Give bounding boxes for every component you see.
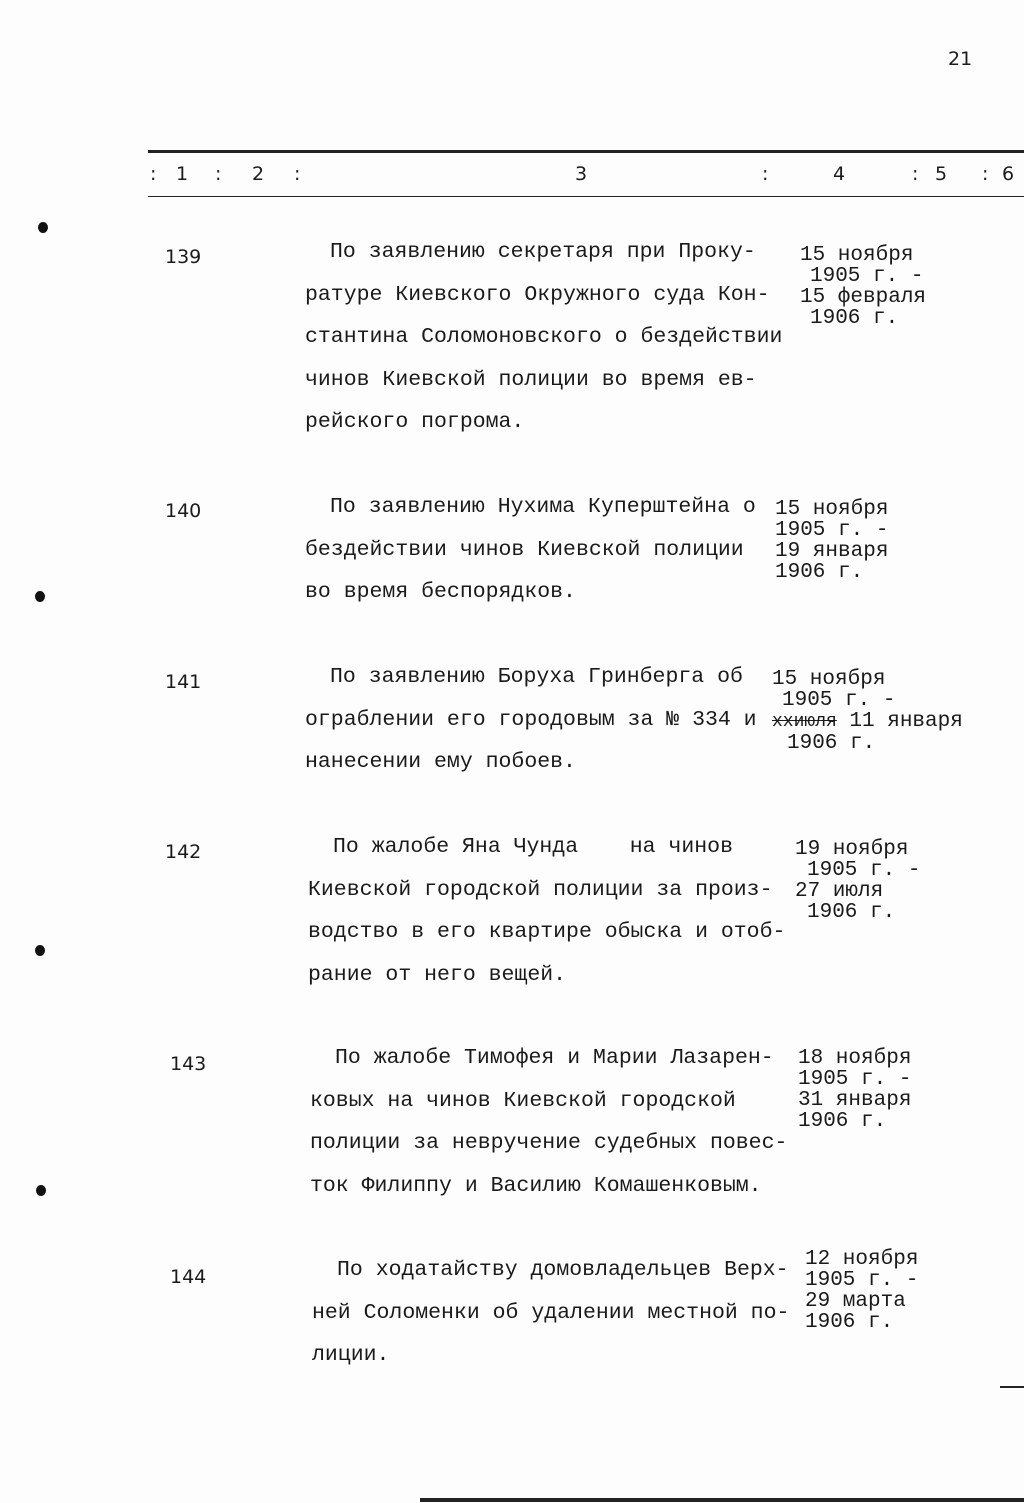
- date-line: 1906 г.: [810, 307, 899, 330]
- text-line: во время беспорядков.: [305, 580, 576, 604]
- entry-number: 141: [165, 671, 202, 693]
- date-line: 1906 г.: [805, 1311, 894, 1334]
- text-line: ковых на чинов Киевской городской: [310, 1088, 736, 1113]
- entry-dates: [772, 669, 963, 754]
- text-line: полиции за невручение судебных повес-: [310, 1131, 788, 1155]
- text-line: ней Соломенки об удалении местной по-: [312, 1300, 790, 1325]
- entry-number: 143: [170, 1053, 207, 1075]
- text-line: рание от него вещей.: [308, 962, 567, 987]
- entry-dates: [775, 499, 888, 583]
- date-line: 1905 г. -: [798, 1068, 912, 1091]
- header-col-1: 1: [176, 163, 189, 185]
- date-line: 1905 г. -: [782, 689, 896, 712]
- margin-mark: [1000, 1386, 1024, 1388]
- date-line: 1905 г. -: [810, 265, 924, 288]
- entry-text: [305, 656, 757, 784]
- text-line: чинов Киевской полиции во время ев-: [305, 367, 757, 392]
- header-separator: :: [982, 163, 989, 185]
- header-top-rule: [148, 150, 1024, 153]
- text-line: водство в его квартире обыска и отоб-: [308, 920, 786, 944]
- entry-number: 139: [165, 246, 202, 268]
- text-line: По заявлению Боруха Гринберга об: [330, 665, 743, 689]
- date-line: 31 января: [798, 1089, 912, 1112]
- date-line: 18 ноября: [798, 1047, 912, 1070]
- text-line: По ходатайству домовладельцев Верх-: [337, 1258, 789, 1282]
- punch-hole-mark: [35, 591, 45, 602]
- date-line: 11 января: [849, 710, 963, 733]
- header-col-4: 4: [833, 163, 846, 185]
- date-line: 1906 г.: [787, 732, 876, 755]
- punch-hole-mark: [35, 945, 45, 956]
- date-line: 1906 г.: [775, 561, 864, 584]
- header-separator: :: [215, 163, 222, 185]
- date-line: 29 марта: [805, 1290, 906, 1313]
- text-line: По жалобе Яна Чунда на чинов: [333, 835, 733, 859]
- date-line: 15 февраля: [800, 286, 927, 309]
- entry-text: [305, 231, 782, 444]
- header-separator: :: [294, 163, 301, 185]
- text-line: бездействии чинов Киевской полиции: [305, 537, 744, 562]
- header-separator: :: [762, 163, 769, 185]
- text-line: стантина Соломоновского о бездействии: [305, 325, 783, 349]
- date-line: 15 ноября: [800, 244, 914, 267]
- date-line: 1905 г. -: [805, 1269, 919, 1292]
- header-separator: :: [912, 163, 919, 185]
- entry-number: 140: [165, 500, 202, 522]
- date-line: 15 ноября: [772, 668, 886, 691]
- date-line: 19 января: [775, 540, 889, 563]
- header-col-2: 2: [252, 163, 265, 185]
- text-line: По заявлению Нухима Куперштейна о: [330, 495, 756, 519]
- entry-text: [310, 1037, 787, 1207]
- entry-text: [312, 1249, 789, 1377]
- header-separator: :: [150, 163, 157, 185]
- date-line: 1906 г.: [807, 901, 896, 924]
- text-line: рейского погрома.: [305, 410, 525, 434]
- date-line: 12 ноября: [805, 1248, 919, 1271]
- entry-text: [308, 826, 785, 996]
- entry-text: [305, 486, 756, 614]
- header-col-3: 3: [575, 163, 588, 185]
- date-line: 1905 г. -: [775, 519, 889, 542]
- header-col-6: 6: [1002, 163, 1015, 185]
- date-line: 15 ноября: [775, 498, 889, 521]
- text-line: По жалобе Тимофея и Марии Лазарен-: [335, 1046, 774, 1070]
- entry-number: 142: [165, 841, 202, 863]
- text-line: ограблении его городовым за № 334 и: [305, 707, 757, 732]
- text-line: По заявлению секретаря при Проку-: [330, 240, 756, 264]
- entry-dates: [800, 245, 926, 329]
- punch-hole-mark: [38, 222, 48, 233]
- entry-number: 144: [170, 1266, 207, 1288]
- date-line: 19 ноября: [795, 838, 909, 861]
- bottom-rule: [420, 1498, 1024, 1502]
- date-line: 1906 г.: [798, 1110, 887, 1133]
- text-line: Киевской городской полиции за произ-: [308, 877, 773, 902]
- entry-dates: [805, 1249, 918, 1333]
- entry-dates: [798, 1048, 911, 1132]
- text-line: ратуре Киевского Окружного суда Кон-: [305, 282, 770, 307]
- date-line: 27 июля: [795, 880, 884, 903]
- date-line: 1905 г. -: [807, 859, 921, 882]
- header-bottom-rule: [148, 196, 1024, 197]
- text-line: лиции.: [312, 1343, 390, 1367]
- punch-hole-mark: [36, 1185, 46, 1196]
- text-line: ток Филиппу и Василию Комашенковым.: [310, 1173, 762, 1198]
- header-col-5: 5: [935, 163, 948, 185]
- page-number: 21: [948, 48, 973, 70]
- text-line: нанесении ему побоев.: [305, 750, 576, 774]
- struck-text: ххиюля: [772, 712, 837, 732]
- entry-dates: [795, 839, 920, 923]
